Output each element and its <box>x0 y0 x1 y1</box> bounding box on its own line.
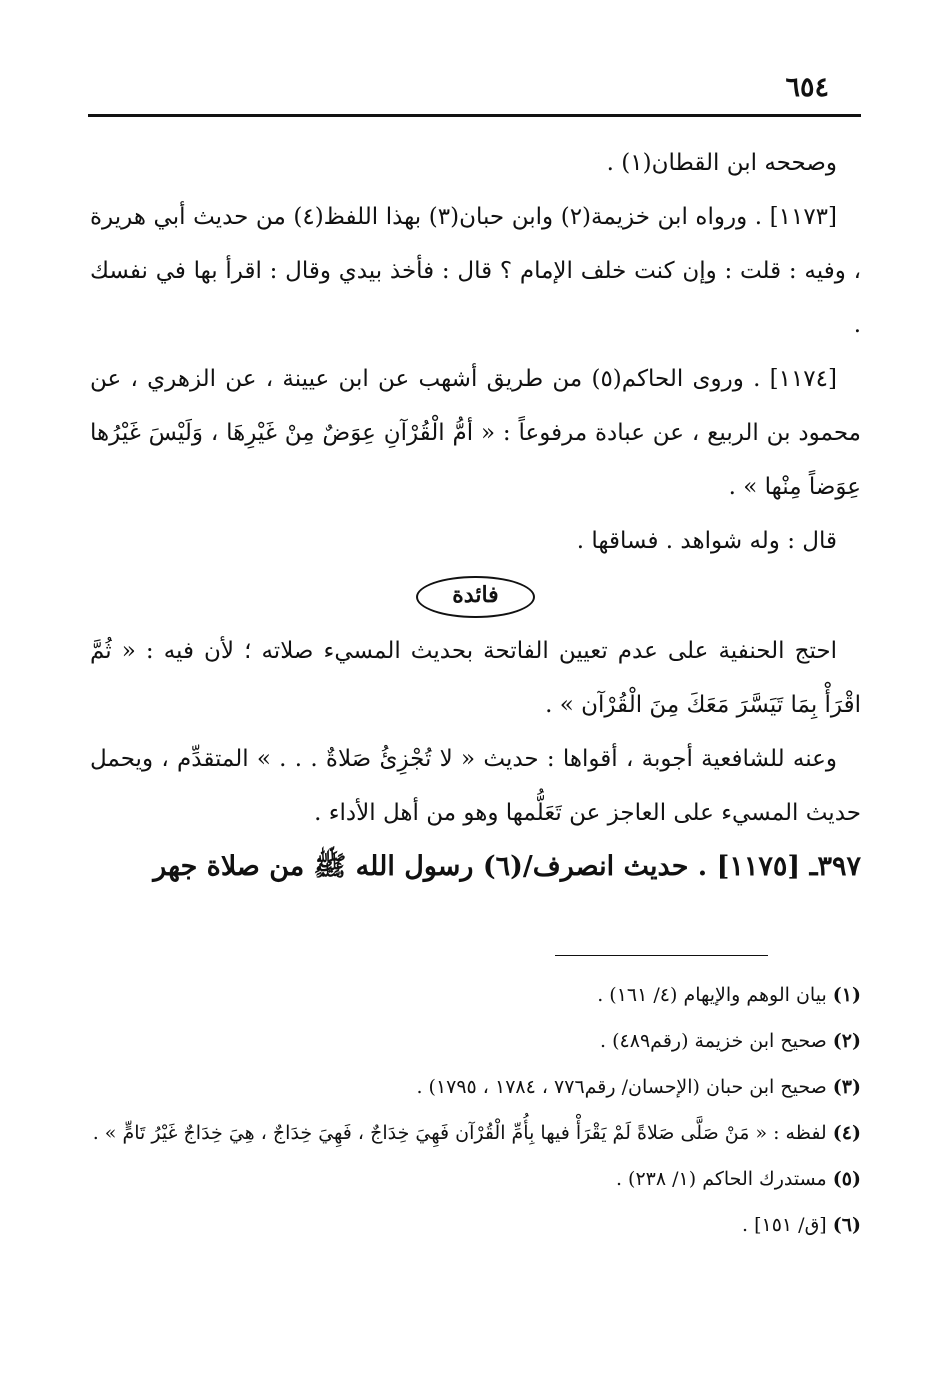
footnote-4 <box>90 1110 861 1156</box>
footnote-text: مستدرك الحاكم (١/ ٢٣٨) . <box>615 1168 827 1190</box>
footnote-number: (٢) <box>832 1030 861 1052</box>
paragraph-4: قال : وله شواهد . فساقها . <box>576 528 837 554</box>
footnote-5 <box>90 1156 861 1202</box>
body-text <box>90 136 861 894</box>
footnote-text: بيان الوهم والإيهام (٤/ ١٦١) . <box>597 984 827 1006</box>
footnote-1 <box>90 972 861 1018</box>
faida-box <box>90 568 861 624</box>
footnote-number: (٣) <box>832 1076 861 1098</box>
footnote-rule <box>555 955 768 956</box>
footnote-text: صحيح ابن حبان (الإحسان/ رقم٧٧٦ ، ١٧٨٤ ، ١٧٩٥) . <box>416 1076 827 1098</box>
footnote-number: (٤) <box>832 1122 861 1144</box>
paragraph-1: وصححه ابن القطان(١) . <box>606 150 837 176</box>
footnote-number: (٦) <box>832 1214 861 1236</box>
footnote-6 <box>90 1202 861 1248</box>
footnote-text: لفظه : « مَنْ صَلَّى صَلاةً لَمْ يَقْرَأْ فيها بِأُمِّ الْقُرْآن فَهِيَ خِدَاجٌ ، فَهِيَ خِدَاجٌ ، هِيَ خِدَاجٌ غَيْرُ تَامٍّ » . <box>92 1122 827 1144</box>
paragraph-5: احتج الحنفية على عدم تعيين الفاتحة بحديث المسيء صلاته ؛ لأن فيه : « ثُمَّ اقْرَأْ بِمَا تَيَسَّرَ مَعَكَ مِنَ الْقُرْآن » . <box>90 638 861 718</box>
page-number: ٦٥٤ <box>785 72 829 103</box>
footnote-2 <box>90 1018 861 1064</box>
footnote-text: [ق/ ١٥١] . <box>742 1214 827 1236</box>
paragraph-3: [١١٧٤] . وروى الحاكم(٥) من طريق أشهب عن ابن عيينة ، عن الزهري ، عن محمود بن الربيع ، عن عبادة مرفوعاً : « أمُّ الْقُرْآنِ عِوَضٌ مِنْ غَيْرِهَا ، وَلَيْسَ غَيْرُها عِوَضاً مِنْها » . <box>90 366 861 500</box>
paragraph-2: [١١٧٣] . ورواه ابن خزيمة(٢) وابن حبان(٣) بهذا اللفظ(٤) من حديث أبي هريرة ، وفيه : قلت : وإن كنت خلف الإمام ؟ قال : فأخذ بيدي وقال : اقرأ بها في نفسك . <box>90 204 861 338</box>
header-rule <box>88 114 861 117</box>
paragraph-6: وعنه للشافعية أجوبة ، أقواها : حديث « لا تُجْزِئُ صَلاةٌ . . . » المتقدِّم ، ويحمل حديث المسيء على العاجز عن تَعَلُّمها وهو من أهل الأداء . <box>90 746 861 826</box>
footnote-3 <box>90 1064 861 1110</box>
footnote-number: (٥) <box>832 1168 861 1190</box>
footnotes <box>90 972 861 1248</box>
faida-label: فائدة <box>416 576 534 618</box>
footnote-text: صحيح ابن خزيمة (رقم٤٨٩) . <box>600 1030 827 1052</box>
hadith-heading: ٣٩٧ـ [١١٧٥] . حديث انصرف/(٦) رسول الله ﷺ من صلاة جهر <box>153 851 861 882</box>
footnote-number: (١) <box>832 984 861 1006</box>
